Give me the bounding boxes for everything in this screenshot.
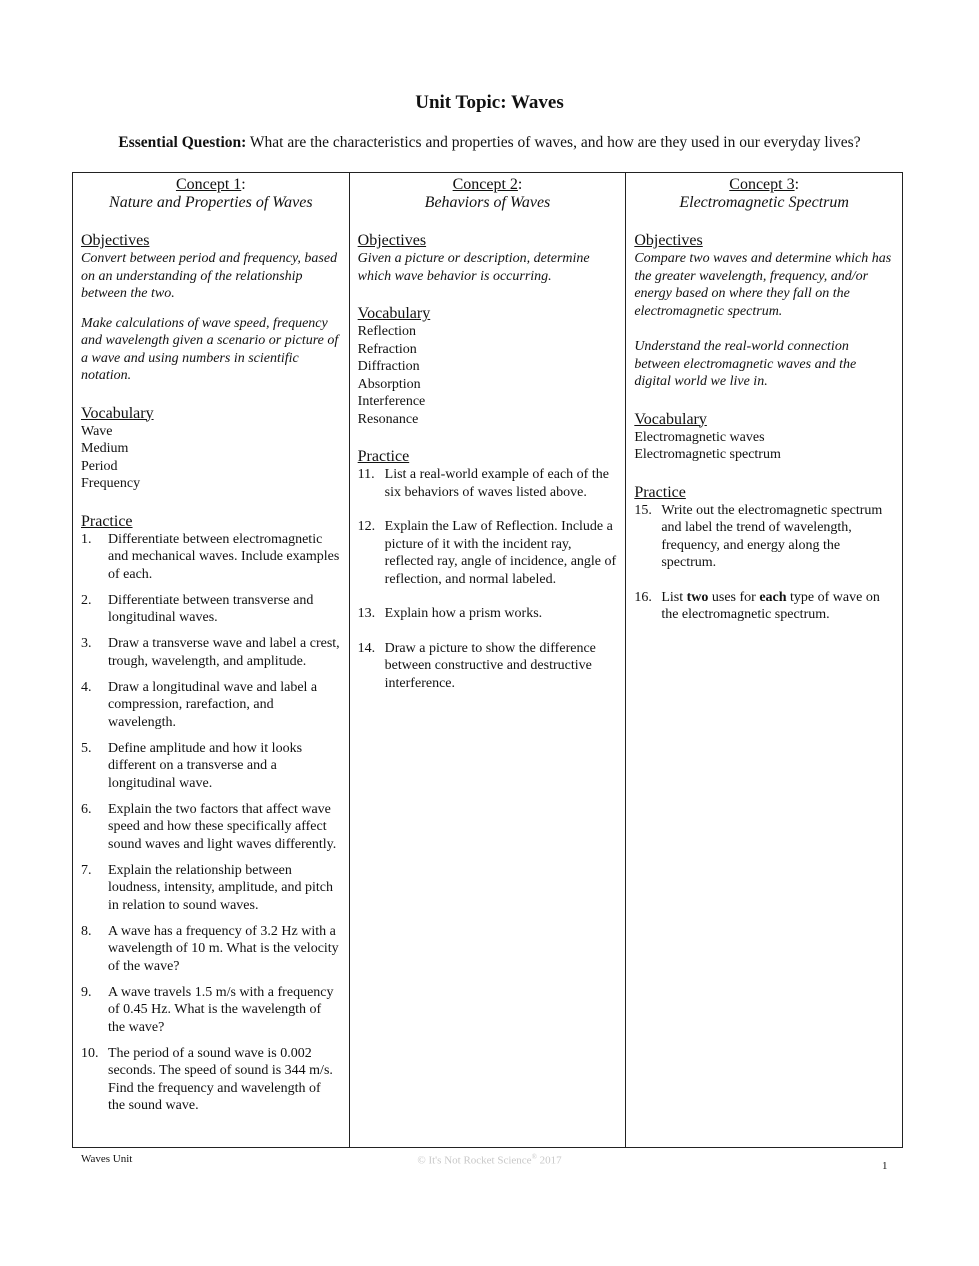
concept-1-objectives-label: Objectives xyxy=(81,232,150,249)
concept-2-practice-label: Practice xyxy=(357,448,410,465)
practice-item: 12. Explain the Law of Reflection. Include a picture of it with the incident ray, reflected ray, angle of incidence, angle of reflection, and normal labeled. xyxy=(357,519,617,587)
vocab-term: Frequency xyxy=(81,476,141,491)
practice-item: 14. Draw a picture to show the difference between constructive and destructive interference. xyxy=(357,640,596,691)
concept-2-objective-1: Given a picture or description, determine which wave behavior is occurring. xyxy=(357,251,590,284)
practice-item: 5. Define amplitude and how it looks different on a transverse and a longitudinal wave. xyxy=(81,740,303,791)
page-title: Unit Topic: Waves xyxy=(415,92,564,113)
concept-table xyxy=(72,172,903,1148)
page-number: 1 xyxy=(882,1160,888,1172)
vocab-term: Refraction xyxy=(357,341,417,357)
essential-question-text: What are the characteristics and properties of waves, and how are they used in our everyday lives? xyxy=(246,134,861,151)
concept-1-name: Nature and Properties of Waves xyxy=(109,194,313,211)
practice-item: 1. Differentiate between electromagnetic and mechanical waves. Include examples of each. xyxy=(81,531,340,582)
concept-3-vocab-label: Vocabulary xyxy=(634,410,707,428)
practice-item: 7. Explain the relationship between loudness, intensity, amplitude, and pitch in relation to sound waves. xyxy=(81,862,334,913)
essential-question xyxy=(0,134,979,152)
concept-1-column: Concept 1: Nature and Properties of Waves Objectives Convert between period and frequency, based on an understanding of the relationship between the two. Make calculations of wave speed, frequency and wavelength given a scenario or picture of a wave and using numbers in scientific notation. Vocabulary Wave Medium Period Frequency Practice 1. Differentiate between electromagnetic and mechanical waves. Include examples of each. 2. Differentiate between transverse and longitudinal waves. 3. Draw a transverse wave and label a crest, trough, wavelength, and amplitude. 4. Draw a longitudinal wave and label a compression, rarefaction, and wavelength. 5. Define amplitude and how it looks different on a transverse and a longitudinal wave. 6. Explain the two factors that affect wave speed and how these specifically affect sound waves and light waves differently. 7. Explain the relationship between loudness, intensity, amplitude, and pitch in relation to sound waves. 8. A wave has a frequency of 3.2 Hz with a wavelength of 10 m. What is the velocity of the wave? 9. A wave travels 1.5 m/s with a frequency of 0.45 Hz. What is the wavelength of the wave? 10. The period of a sound wave is 0.002 seconds. The speed of sound is 344 m/s. Find the frequency and wavelength of the sound wave. xyxy=(73,173,350,1148)
vocab-term: Wave xyxy=(81,423,113,439)
concept-3-name: Electromagnetic Spectrum xyxy=(679,194,849,211)
practice-item: 4. Draw a longitudinal wave and label a compression, rarefaction, and wavelength. xyxy=(81,679,318,730)
vocab-term: Interference xyxy=(357,394,426,409)
practice-item: 6. Explain the two factors that affect wave speed and how these specifically affect sound waves and light waves differently. xyxy=(81,801,337,852)
practice-item: 2. Differentiate between transverse and longitudinal waves. xyxy=(81,592,314,625)
concept-3-objectives-label: Objectives xyxy=(634,232,703,249)
concept-2-name: Behaviors of Waves xyxy=(424,194,551,211)
vocab-term: Diffraction xyxy=(357,359,420,374)
concept-2-column: Concept 2: Behaviors of Waves Objectives Given a picture or description, determine which wave behavior is occurring. Vocabulary Reflection Refraction Diffraction Absorption Interference Resonance Practice 11. List a real-world example of each of the six behaviors of waves listed above. 12. Explain the Law of Reflection. Include a picture of it with the incident ray, reflected ray, angle of incidence, angle of reflection, and normal labeled. 13. Explain how a prism works. 14. Draw a picture to show the difference between constructive and destructive interference. xyxy=(349,173,626,1148)
concept-1-objective-1: Convert between period and frequency, based on an understanding of the relationship between the two. xyxy=(81,251,338,301)
concept-3-heading: Concept 3 xyxy=(729,176,795,193)
practice-item: 3. Draw a transverse wave and label a crest, trough, wavelength, and amplitude. xyxy=(81,636,340,669)
concept-2-vocab-label: Vocabulary xyxy=(357,305,431,322)
footer-unit-label: Waves Unit xyxy=(81,1153,133,1165)
concept-3-column: Concept 3: Electromagnetic Spectrum Objectives Compare two waves and determine which has the greater wavelength, frequency, and/or energy based on where they fall on the electromagnetic spectrum. Understand the real-world connection between electromagnetic waves and the digital world we live in. Vocabulary Electromagnetic waves Electromagnetic spectrum Practice 15. Write out the electromagnetic spectrum and label the trend of wavelength, frequency, and energy along the spectrum. 16. List two uses for each type of wave on the electromagnetic spectrum. xyxy=(626,173,903,1148)
vocab-term: Absorption xyxy=(357,376,421,392)
practice-item: 8. A wave has a frequency of 3.2 Hz with a wavelength of 10 m. What is the velocity of the wave? xyxy=(81,923,339,974)
practice-item: 16. List two uses for each type of wave on the electromagnetic spectrum. xyxy=(634,589,880,622)
concept-2-heading: Concept 2 xyxy=(452,176,518,193)
practice-item: 13. Explain how a prism works. xyxy=(357,606,543,621)
footer-copyright: © It's Not Rocket Science® 2017 xyxy=(417,1153,562,1167)
concept-1-objective-2: Make calculations of wave speed, frequency and wavelength given a scenario or picture of a wave and using numbers in scientific notation. xyxy=(81,315,339,383)
concept-3-objective-2: Understand the real-world connection between electromagnetic waves and the digital world we live in. xyxy=(634,339,857,389)
concept-3-practice-label: Practice xyxy=(634,483,686,501)
vocab-term: Electromagnetic waves xyxy=(634,429,765,445)
vocab-term: Medium xyxy=(81,441,129,456)
concept-1-practice-label: Practice xyxy=(81,512,133,530)
vocab-term: Electromagnetic spectrum xyxy=(634,447,781,462)
practice-item: 9. A wave travels 1.5 m/s with a frequency of 0.45 Hz. What is the wavelength of the wave? xyxy=(81,984,334,1035)
concept-1-heading: Concept 1 xyxy=(175,176,242,193)
concept-1-vocab-label: Vocabulary xyxy=(81,404,154,422)
practice-item: 10. The period of a sound wave is 0.002 seconds. The speed of sound is 344 m/s. Find the frequency and wavelength of the sound wave. xyxy=(81,1045,333,1113)
vocab-term: Period xyxy=(81,458,118,474)
practice-item: 11. List a real-world example of each of the six behaviors of waves listed above. xyxy=(357,467,609,500)
practice-item: 15. Write out the electromagnetic spectrum and label the trend of wavelength, frequency, and energy along the spectrum. xyxy=(634,502,883,570)
concept-2-objectives-label: Objectives xyxy=(357,232,427,249)
vocab-term: Reflection xyxy=(357,324,416,339)
essential-question-label: Essential Question: xyxy=(118,134,247,151)
concept-3-objective-1: Compare two waves and determine which has the greater wavelength, frequency, and/or energy based on where they fall on the electromagnetic spectrum. xyxy=(634,251,892,319)
vocab-term: Resonance xyxy=(357,411,419,427)
